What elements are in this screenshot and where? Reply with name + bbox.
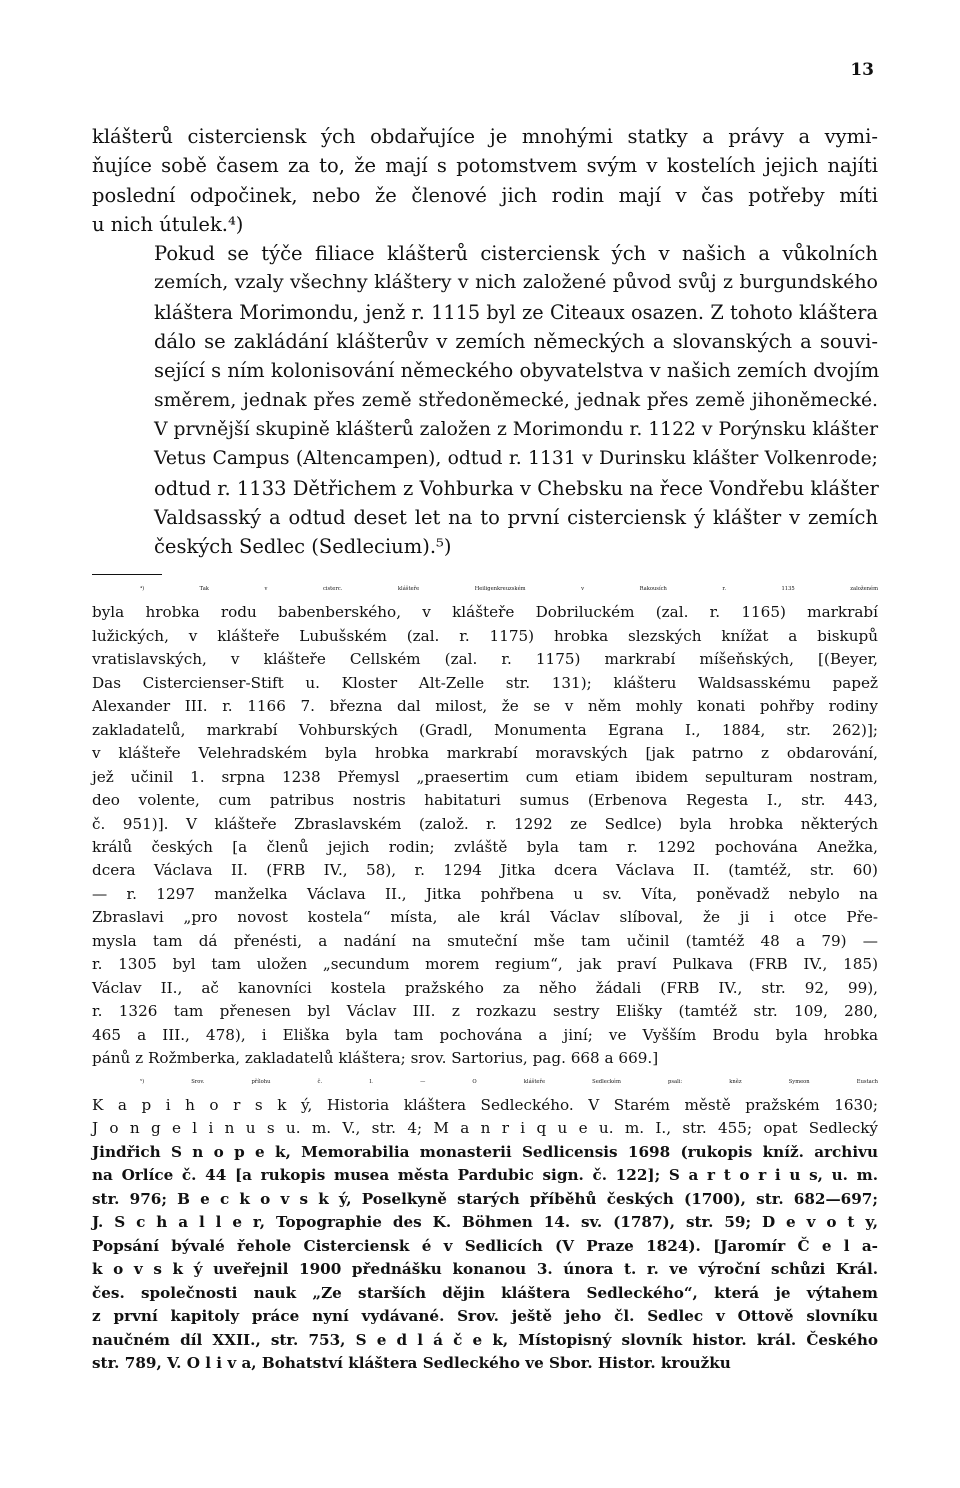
- footnote-line: str. 789, V. O l i v a, Bohatství kláštera Sedleckého ve Sbor. Histor. kroužku: [92, 1353, 731, 1372]
- footnote-line: deo volente, cum patribus nostris habitaturi sumus (Erbenova Regesta I., str. 443,: [92, 791, 878, 810]
- text-line: dálo se zakládání klášterův v zemích německých a slovanských a souvi-: [154, 330, 878, 354]
- footnote-line: k o v s k ý uveřejnil 1900 přednášku konanou 3. února t. r. ve výroční schůzi Král.: [92, 1260, 878, 1279]
- text-line: klášterů cisterciensk ých obdařujíce je mnohými statky a právy a vymi-: [92, 125, 878, 148]
- footnote-line: naučném díl XXII., str. 753, S e d l á č e k, Místopisný slovník histor. král. Českého: [92, 1330, 878, 1349]
- footnote-line: ⁵) Srov. přílohu č. I. — O klášteře Sedleckém psali: kněz Symeon Eustach: [140, 1078, 878, 1085]
- text-line: Valdsasský a odtud deset let na to první cisterciensk ý klášter v zemích: [154, 505, 878, 529]
- text-line: ňujíce sobě časem za to, že mají s potomstvem svým v kostelích jejich najíti: [92, 154, 878, 178]
- footnote-line: — r. 1297 manželka Václava II., Jitka pohřbena u sv. Víta, poněvadž nebylo na: [92, 884, 878, 903]
- paragraph-1: [92, 122, 878, 239]
- footnote-line: vratislavských, v klášteře Cellském (zal. r. 1175) markrabí míšeňských, [(Beyer,: [92, 650, 878, 669]
- footnote-line: lužických, v klášteře Lubušském (zal. r. 1175) hrobka slezských knížat a biskupů: [92, 626, 878, 645]
- footnote-line: Zbraslavi „pro novost kostela“ místa, ale král Václav slíboval, že ji i otce Pře-: [92, 908, 878, 927]
- footnote-5: [92, 1071, 878, 1376]
- footnote-line: r. 1305 byl tam uložen „secundum morem regium“, jak praví Pulkava (FRB IV., 185): [92, 955, 878, 974]
- footnote-line: J. S c h a l l e r, Topographie des K. Böhmen 14. sv. (1787), str. 59; D e v o t y,: [92, 1213, 878, 1232]
- paragraph-2: [92, 239, 878, 561]
- footnote-line: K a p i h o r s k ý, Historia kláštera Sedleckého. V Starém městě pražském 1630;: [92, 1095, 878, 1114]
- footnote-line: r. 1326 tam přenesen byl Václav III. z rozkazu sestry Elišky (tamtéž str. 109, 280,: [92, 1002, 878, 1021]
- footnote-line: byla hrobka rodu babenberského, v klášteře Dobriluckém (zal. r. 1165) markrabí: [92, 603, 878, 622]
- text-line: Vetus Campus (Altencampen), odtud r. 1131 v Durinsku klášter Volkenrode;: [154, 448, 878, 470]
- footnote-line: králů českých [a členů jejich rodin; zvláště byla tam r. 1292 pochována Anežka,: [92, 837, 878, 856]
- footnote-line: v klášteře Velehradském byla hrobka markrabí moravských [jak patrno z obdarování,: [92, 744, 878, 763]
- footnote-line: čes. společnosti nauk „Ze starších dějin kláštera Sedleckého“, která je výtahem: [92, 1283, 878, 1302]
- footnote-divider: [92, 574, 162, 575]
- footnote-line: dcera Václava II. (FRB IV., 58), r. 1294 Jitka dcera Václava II. (tamtéž, str. 60): [92, 861, 878, 880]
- text-line: směrem, jednak přes země středoněmecké, jednak přes země jihoněmecké.: [154, 389, 878, 411]
- footnote-line: J o n g e l i n u s u. m. V., str. 4; M a n r i q u e u. m. I., str. 455; opat Sedlecký: [92, 1119, 878, 1138]
- text-line: zemích, vzaly všechny kláštery v nich založené původ svůj z burgundského: [154, 271, 878, 294]
- footnote-line: Jindřich S n o p e k, Memorabilia monasterii Sedlicensis 1698 (rukopis kníž. archivu: [92, 1142, 878, 1161]
- footnote-line: Das Cistercienser-Stift u. Kloster Alt-Zelle str. 131); klášteru Waldsasskému papež: [92, 673, 878, 692]
- footnote-line: pánů z Rožmberka, zakladatelů kláštera; srov. Sartorius, pag. 668 a 669.]: [92, 1049, 659, 1068]
- text-line: sející s ním kolonisování německého obyvatelstva v našich zemích dvojím: [154, 359, 880, 383]
- text-line: odtud r. 1133 Dětřichem z Vohburka v Chebsku na řece Vondřebu klášter: [154, 476, 879, 500]
- footnote-line: mysla tam dá přenésti, a nadání na smuteční mše tam učinil (tamtéž 48 a 79) —: [92, 931, 878, 950]
- footnote-line: zakladatelů, markrabí Vohburských (Gradl, Monumenta Egrana I., 1884, str. 262)];: [92, 720, 878, 739]
- footnote-line: jež učinil 1. srpna 1238 Přemysl „praesertim cum etiam ibidem sepulturam nostram,: [92, 767, 878, 786]
- main-text: [92, 122, 878, 561]
- footnote-line: č. 951)]. V klášteře Zbraslavském (založ. r. 1292 ze Sedlce) byla hrobka některých: [92, 814, 878, 833]
- footnote-line: str. 976; B e c k o v s k ý, Poselkyně starých příběhů českých (1700), str. 682—697;: [92, 1189, 878, 1208]
- text-line: Pokud se týče filiace klášterů cisterciensk ých v našich a vůkolních: [154, 242, 878, 266]
- footnote-line: Václav II., ač kanovníci kostela pražského za něho žádali (FRB IV., str. 92, 99),: [92, 978, 878, 997]
- footnote-line: na Orlíce č. 44 [a rukopis musea města Pardubic sign. č. 122]; S a r t o r i u s, u. m.: [92, 1166, 878, 1185]
- footnote-line: Popsání bývalé řehole Cisterciensk é v Sedlicích (V Praze 1824). [Jaromír Č e l a-: [92, 1236, 878, 1255]
- footnote-4: [92, 578, 878, 1071]
- footnotes: [92, 578, 878, 1375]
- footnote-line: 465 a III., 478), i Eliška byla tam pochována a jiní; ve Vyšším Brodu byla hrobka: [92, 1025, 878, 1044]
- text-line: kláštera Morimondu, jenž r. 1115 byl ze Citeaux osazen. Z tohoto kláštera: [154, 300, 878, 324]
- page-number: 13: [850, 60, 874, 80]
- text-line: poslední odpočinek, nebo že členové jich rodin mají v čas potřeby míti: [92, 183, 878, 207]
- text-line: u nich útulek.⁴): [92, 212, 244, 236]
- text-line: V prvnější skupině klášterů založen z Morimondu r. 1122 v Porýnsku klášter: [154, 418, 879, 440]
- footnote-line: Alexander III. r. 1166 7. března dal milost, že se v něm mohly konati pohřby rodiny: [92, 697, 878, 716]
- footnote-line: z první kapitoly práce nyní vydávané. Srov. ještě jeho čl. Sedlec v Ottově slovníku: [92, 1307, 878, 1326]
- footnote-line: ⁴) Tak v cisterc. klášteře Heiligenkreuzském v Rakousích r. 1135 založeném: [140, 586, 878, 592]
- text-line: českých Sedlec (Sedlecium).⁵): [154, 535, 452, 559]
